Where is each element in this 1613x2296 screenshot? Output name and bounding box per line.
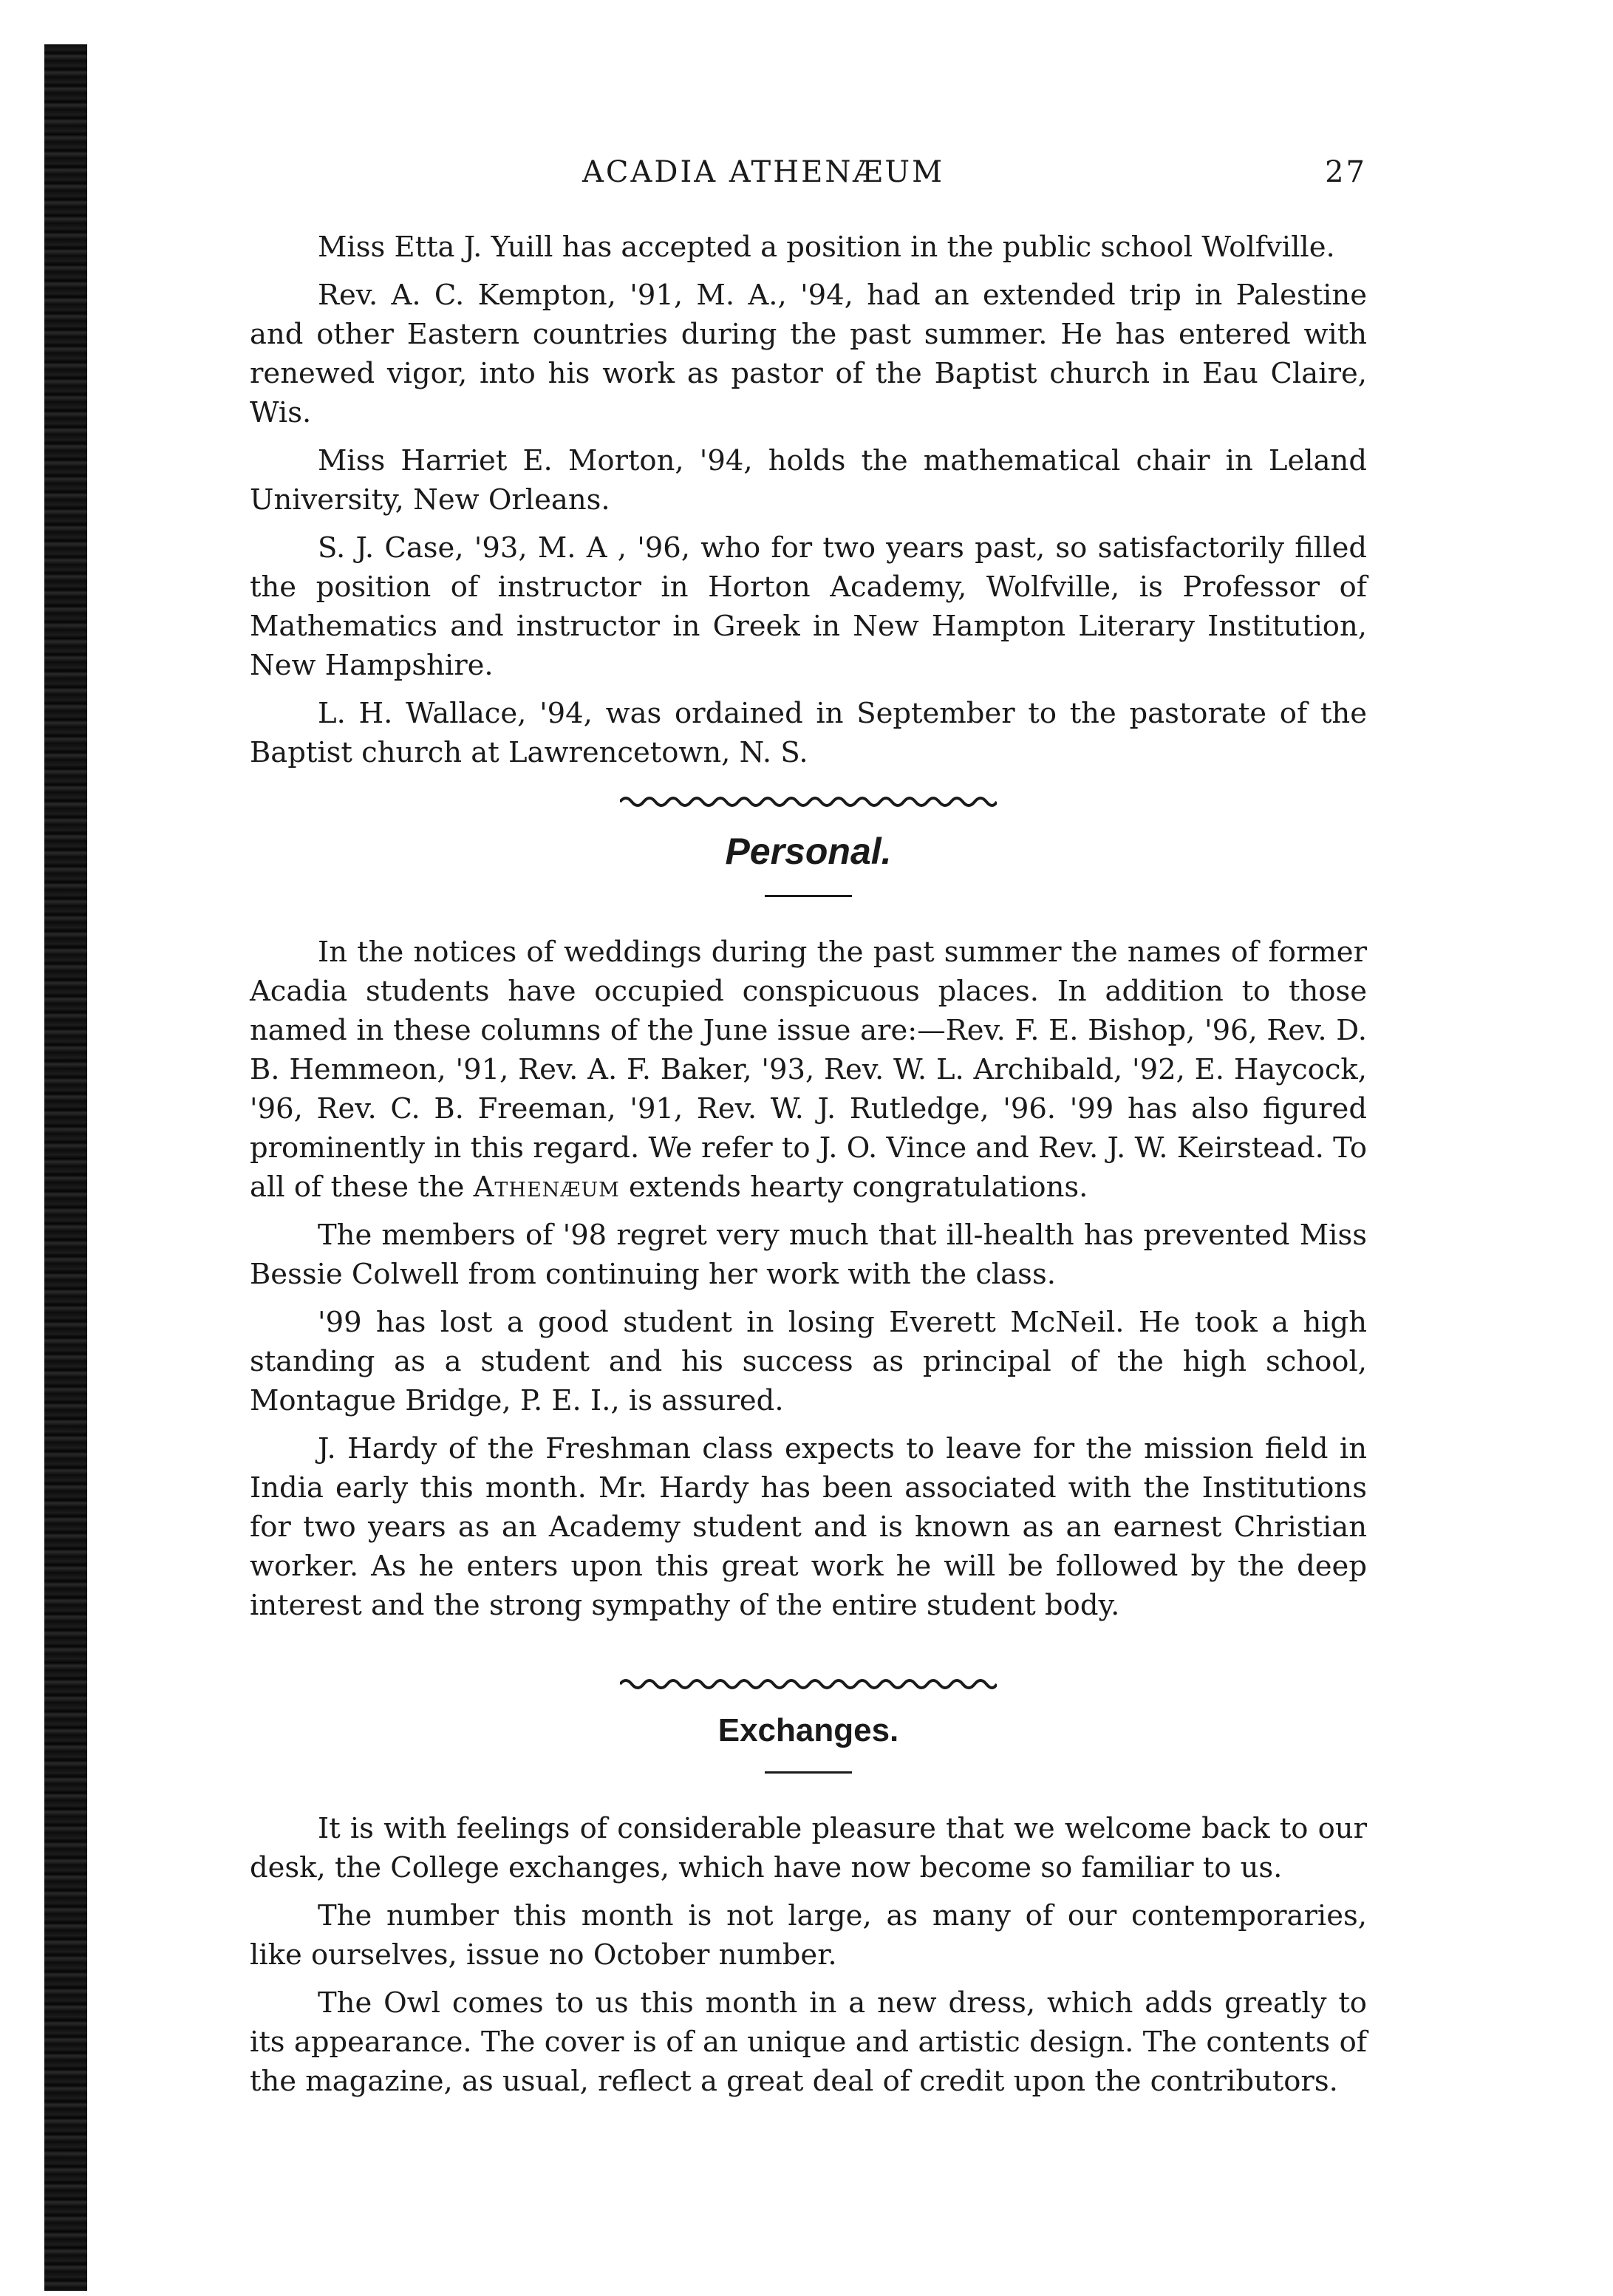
personal-section xyxy=(250,830,1367,1625)
page-binding-edge xyxy=(44,44,87,2291)
alumni-note: Miss Harriet E. Morton, '94, holds the mathematical chair in Leland University, New Orleans. xyxy=(250,444,1367,517)
alumni-notes xyxy=(250,228,1367,772)
wavy-section-divider xyxy=(620,794,997,809)
personal-paragraph: '99 has lost a good student in losing Everett McNeil. He took a high standing as a student and his success as principal of the high school, Montague Bridge, P. E. I., is assured. xyxy=(250,1306,1367,1417)
personal-paragraph: J. Hardy of the Freshman class expects to leave for the mission field in India early this month. Mr. Hardy has been associated with the Institutions for two years as an Academy student and is known as an earnest Christian worker. As he enters upon this great work he will be followed by the deep interest and the strong sympathy of the entire student body. xyxy=(250,1432,1367,1622)
personal-paragraph-text: extends hearty congratulations. xyxy=(619,1171,1088,1204)
alumni-note: Miss Etta J. Yuill has accepted a position in the public school Wolfville. xyxy=(318,231,1335,264)
journal-name: Athenæum xyxy=(473,1171,620,1204)
page-column xyxy=(250,155,1367,2101)
wavy-section-divider xyxy=(620,1677,997,1692)
header-spacing xyxy=(250,200,1367,228)
alumni-note: Rev. A. C. Kempton, '91, M. A., '94, had an extended trip in Palestine and other Eastern countries during the past summer. He has entered with renewed vigor, into his work as pastor of the Baptist church in Eau Claire, Wis. xyxy=(250,279,1367,429)
personal-paragraph-text: In the notices of weddings during the past summer the names of former Acadia students have occupied conspicuous places. In addition to those named in these columns of the June issue are:—Rev. F. E. Bishop, '96, Rev. D. B. Hemmeon, '91, Rev. A. F. Baker, '93, Rev. W. L. Archibald, '92, E. Haycock, '96, Rev. C. B. Freeman, '91, Rev. W. J. Rutledge, '96. '99 has also figured prominently in this regard. We refer to J. O. Vince and Rev. J. W. Keirstead. To all of these the xyxy=(250,936,1367,1204)
personal-heading: Personal. xyxy=(725,831,892,872)
heading-rule xyxy=(765,1771,852,1774)
alumni-note: S. J. Case, '93, M. A , '96, who for two years past, so satisfactorily filled the position of instructor in Horton Academy, Wolfville, is Professor of Mathematics and instructor in Greek in New Hampton Literary Institution, New Hampshire. xyxy=(250,531,1367,682)
alumni-note: L. H. Wallace, '94, was ordained in September to the pastorate of the Baptist church at Lawrencetown, N. S. xyxy=(250,697,1367,769)
heading-rule xyxy=(765,895,852,897)
exchanges-paragraph: It is with feelings of considerable pleasure that we welcome back to our desk, the College exchanges, which have now become so familiar to us. xyxy=(250,1812,1367,1884)
page-number: 27 xyxy=(1325,155,1367,189)
exchanges-section xyxy=(250,1712,1367,2101)
exchanges-paragraph: The Owl comes to us this month in a new dress, which adds greatly to its appearance. The cover is of an unique and artistic design. The contents of the magazine, as usual, reflect a great deal of credit upon the contributors. xyxy=(250,1986,1367,2098)
exchanges-paragraph: The number this month is not large, as many of our contemporaries, like ourselves, issue no October number. xyxy=(250,1899,1367,1972)
running-head xyxy=(250,155,1367,200)
personal-paragraph xyxy=(250,933,1367,1207)
running-title: ACADIA ATHENÆUM xyxy=(582,155,945,189)
personal-paragraph: The members of '98 regret very much that ill-health has prevented Miss Bessie Colwell from continuing her work with the class. xyxy=(250,1219,1367,1291)
exchanges-heading: Exchanges. xyxy=(717,1712,899,1748)
